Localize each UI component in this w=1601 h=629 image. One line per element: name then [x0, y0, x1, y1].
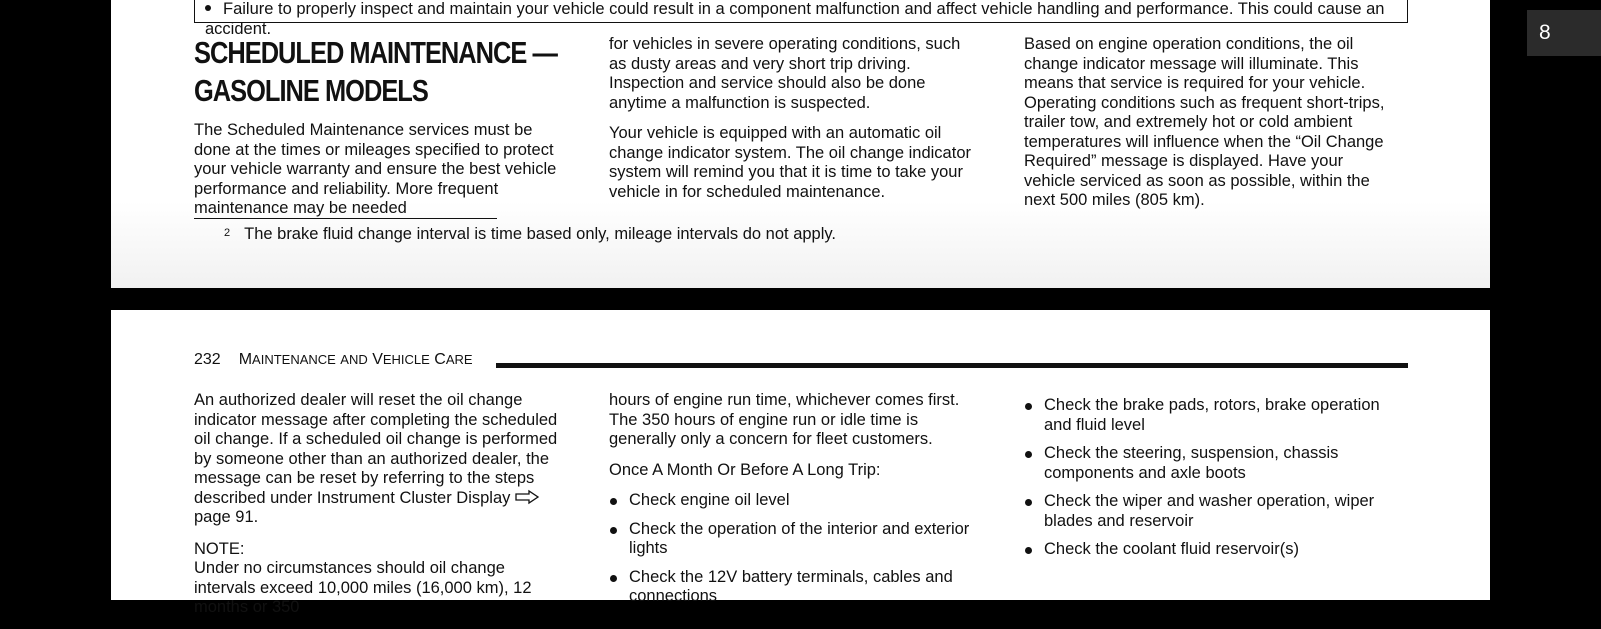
section-header: MAINTENANCE AND VEHICLE CARE — [238, 351, 473, 368]
footnote-marker: 2 — [224, 227, 231, 239]
list-item: Check the coolant fluid reservoir(s) — [1024, 540, 1404, 560]
paragraph: for vehicles in severe operating conditions, such as dusty areas and very short trip driving. Inspection and service should also be done anytime a malfunction is suspected. — [609, 35, 961, 112]
footnote-text: The brake fluid change interval is time based only, mileage intervals do not apply. — [244, 225, 837, 243]
list-item: Check the wiper and washer operation, wiper blades and reservoir — [1024, 492, 1404, 531]
note — [194, 540, 566, 618]
top-column-3 — [1024, 35, 1396, 222]
paragraph: Based on engine operation conditions, the oil change indicator message will illuminate. This means that service is required for your vehicle. Operating conditions such as frequent short-trips, trailer tow, and extremely hot or cold ambient temperatures will influence when the “Oil Change Required” message is displayed. Have your vehicle serviced as soon as possible, within the next 500 miles (805 km). — [1024, 35, 1385, 209]
section-title: SCHEDULED MAINTENANCE — GASOLINE MODELS — [194, 35, 557, 108]
top-column-2 — [609, 35, 981, 213]
bullet-list — [1024, 396, 1404, 560]
footnote — [224, 224, 836, 246]
arrow-right-icon — [515, 490, 539, 504]
warning-box — [194, 0, 1408, 38]
paragraph: The Scheduled Maintenance services must be done at the times or mileages specified to protect your vehicle warranty and ensure the best vehicle performance and reliability. More frequent maintenance may be needed — [194, 121, 557, 217]
top-page — [111, 0, 1551, 288]
running-header — [194, 350, 473, 370]
footnote-rule — [194, 218, 497, 219]
header-rule — [496, 363, 1408, 368]
note-label: NOTE: — [194, 539, 245, 558]
paragraph: An authorized dealer will reset the oil change indicator message after completing the scheduled oil change. If a scheduled oil change is performed by someone other than an authorized dealer, the message can be reset by referring to the steps described under Instrument Cluster Displaypage 91. — [194, 391, 558, 526]
list-item: Check the brake pads, rotors, brake operation and fluid level — [1024, 396, 1404, 435]
page-reference[interactable]: page 91. — [194, 508, 259, 526]
list-item: Check the 12V battery terminals, cables and connections — [609, 568, 981, 607]
warning-text: Failure to properly inspect and maintain your vehicle could result in a component malfunction and affect vehicle handling and performance. This could cause an accident. — [205, 0, 1385, 38]
bottom-page — [111, 310, 1490, 616]
bottom-column-3 — [1024, 396, 1404, 569]
bullet-list — [609, 491, 981, 607]
chapter-tab: 8 — [1527, 10, 1601, 56]
paragraph: hours of engine run time, whichever comes first. The 350 hours of engine run or idle time is generally only a concern for fleet customers. — [609, 391, 960, 448]
paragraph: Your vehicle is equipped with an automatic oil change indicator system. The oil change indicator system will remind you that it is time to take your vehicle in for scheduled maintenance. — [609, 124, 971, 201]
subheading: Once A Month Or Before A Long Trip: — [609, 460, 881, 479]
note-text: Under no circumstances should oil change intervals exceed 10,000 miles (16,000 km), 12 months or 350 — [194, 559, 532, 616]
bottom-column-1 — [194, 391, 566, 629]
list-item: Check the operation of the interior and exterior lights — [609, 520, 981, 559]
list-item: Check the steering, suspension, chassis components and axle boots — [1024, 444, 1404, 483]
top-column-1 — [194, 121, 566, 230]
bullet-icon — [205, 5, 211, 11]
bottom-column-2 — [609, 391, 981, 616]
list-item: Check engine oil level — [609, 491, 981, 511]
page-number: 232 — [194, 351, 221, 368]
